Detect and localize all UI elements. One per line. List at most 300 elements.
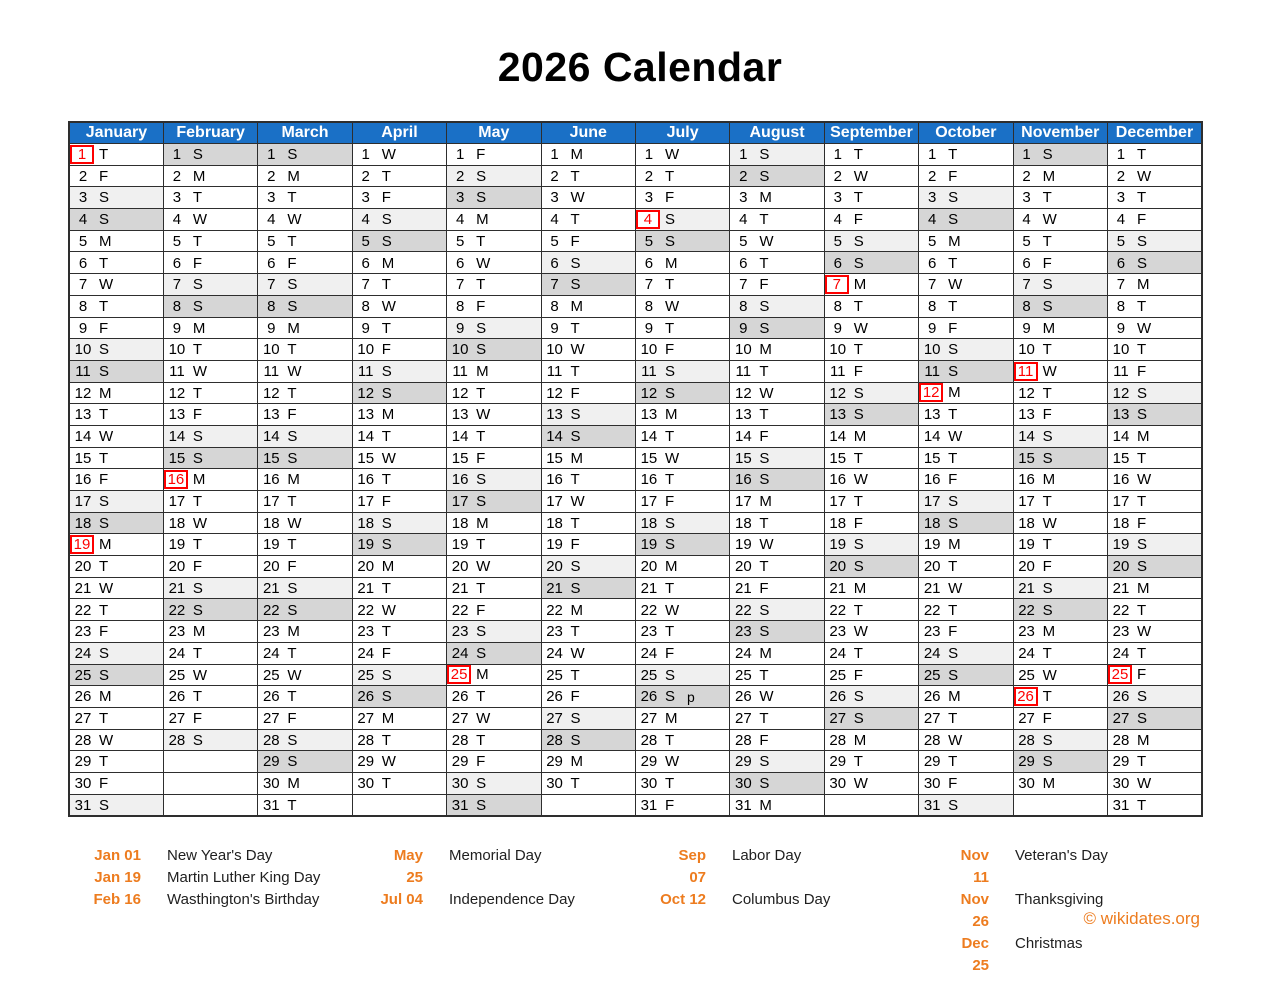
weekday-letter: W xyxy=(1042,362,1057,380)
day-cell-october-6 xyxy=(919,252,1013,274)
day-number: 22 xyxy=(640,601,658,619)
day-number: 6 xyxy=(833,254,842,272)
weekday-letter: T xyxy=(759,666,769,684)
day-number: 10 xyxy=(1112,341,1130,359)
day-cell-january-28 xyxy=(69,729,163,751)
day-number: 23 xyxy=(357,623,375,641)
weekday-letter: T xyxy=(1042,536,1052,554)
weekday-letter: T xyxy=(381,731,391,749)
weekday-letter: W xyxy=(99,428,114,446)
day-cell-june-14 xyxy=(541,425,635,447)
day-number: 18 xyxy=(923,514,941,532)
day-cell-march-30 xyxy=(258,772,352,794)
day-cell-october-2 xyxy=(919,165,1013,187)
weekday-letter: W xyxy=(948,731,963,749)
day-number: 21 xyxy=(1112,579,1130,597)
day-cell-september-26 xyxy=(824,686,918,708)
day-number: 27 xyxy=(735,709,752,727)
day-cell-february-22 xyxy=(163,599,257,621)
day-cell-november-23 xyxy=(1013,621,1107,643)
weekday-letter: F xyxy=(99,319,109,337)
weekday-letter: T xyxy=(948,406,958,424)
weekday-letter: T xyxy=(570,471,580,489)
day-number: 18 xyxy=(1018,514,1035,532)
empty-cell-february-30 xyxy=(163,772,257,794)
day-number: 5 xyxy=(927,232,937,250)
legend-row xyxy=(658,845,830,889)
day-number: 6 xyxy=(455,254,465,272)
day-number: 17 xyxy=(1112,493,1130,511)
day-number: 21 xyxy=(735,579,752,597)
day-cell-march-26 xyxy=(258,686,352,708)
weekday-letter: F xyxy=(476,297,486,315)
day-number: 7 xyxy=(1116,276,1126,294)
weekday-letter: M xyxy=(948,384,961,402)
day-cell-november-21 xyxy=(1013,577,1107,599)
day-cell-october-26 xyxy=(919,686,1013,708)
day-cell-april-10 xyxy=(352,339,446,361)
weekday-letter: T xyxy=(381,276,391,294)
day-number: 17 xyxy=(546,493,563,511)
day-number: 21 xyxy=(546,579,563,597)
day-cell-february-16 xyxy=(163,469,257,491)
day-cell-september-1 xyxy=(824,144,918,166)
day-number: 15 xyxy=(262,449,280,467)
weekday-letter: T xyxy=(570,666,580,684)
weekday-letter: F xyxy=(1042,406,1052,424)
day-number: 30 xyxy=(1018,775,1035,793)
weekday-letter: W xyxy=(759,536,774,554)
day-cell-february-2 xyxy=(163,165,257,187)
weekday-letter: T xyxy=(192,384,203,402)
day-number: 11 xyxy=(452,362,468,380)
weekday-letter: T xyxy=(1136,644,1147,662)
legend-row xyxy=(93,845,320,867)
day-cell-august-27 xyxy=(730,707,824,729)
weekday-letter: F xyxy=(99,167,109,185)
weekday-letter: S xyxy=(287,146,298,164)
day-cell-february-12 xyxy=(163,382,257,404)
day-number: 22 xyxy=(451,601,469,619)
weekday-letter: S xyxy=(381,362,392,380)
day-cell-july-13 xyxy=(635,404,729,426)
weekday-letter: S xyxy=(948,189,959,207)
day-cell-may-12 xyxy=(447,382,541,404)
day-cell-march-20 xyxy=(258,556,352,578)
day-cell-january-12 xyxy=(69,382,163,404)
weekday-letter: F xyxy=(1136,666,1147,684)
holiday-date: Oct 12 xyxy=(660,891,706,908)
day-cell-july-17 xyxy=(635,491,729,513)
day-cell-april-19 xyxy=(352,534,446,556)
weekday-letter: M xyxy=(1042,471,1056,489)
weekday-letter: T xyxy=(287,536,297,554)
day-cell-january-22 xyxy=(69,599,163,621)
weekday-letter: W xyxy=(570,341,585,359)
holiday-legend-column-2 xyxy=(375,845,575,911)
weekday-letter: F xyxy=(570,688,580,706)
day-number: 26 xyxy=(262,688,280,706)
day-cell-may-3 xyxy=(447,187,541,209)
weekday-letter: W xyxy=(99,579,114,597)
day-number: 13 xyxy=(168,406,186,424)
weekday-letter: T xyxy=(476,579,486,597)
day-cell-august-8 xyxy=(730,295,824,317)
weekday-letter: T xyxy=(1136,297,1147,315)
weekday-letter: S xyxy=(570,709,581,727)
day-number: 22 xyxy=(923,601,941,619)
day-number: 1 xyxy=(927,146,937,164)
weekday-letter: T xyxy=(1042,644,1052,662)
day-cell-november-22 xyxy=(1013,599,1107,621)
day-number: 16 xyxy=(546,471,563,489)
day-cell-june-9 xyxy=(541,317,635,339)
weekday-letter: S xyxy=(948,341,959,359)
day-cell-march-25 xyxy=(258,664,352,686)
weekday-letter: M xyxy=(192,319,206,337)
day-cell-august-9 xyxy=(730,317,824,339)
month-header-may: May xyxy=(447,122,541,144)
day-number: 16 xyxy=(1112,471,1130,489)
day-number: 5 xyxy=(267,232,276,250)
day-number: 29 xyxy=(1018,753,1035,771)
weekday-letter: T xyxy=(570,167,580,185)
copyright-link[interactable] xyxy=(1084,909,1200,929)
day-number: 12 xyxy=(1018,384,1035,402)
day-cell-september-30 xyxy=(824,772,918,794)
weekday-letter: T xyxy=(287,796,297,814)
weekday-letter: S xyxy=(948,211,959,229)
day-number: 6 xyxy=(267,254,276,272)
day-cell-october-31 xyxy=(919,794,1013,816)
day-cell-july-29 xyxy=(635,751,729,773)
weekday-letter: M xyxy=(1136,428,1150,446)
weekday-letter: T xyxy=(192,493,203,511)
day-cell-august-24 xyxy=(730,642,824,664)
day-cell-april-26 xyxy=(352,686,446,708)
day-cell-december-8 xyxy=(1107,295,1202,317)
weekday-letter: S xyxy=(664,514,675,532)
weekday-letter: F xyxy=(381,189,391,207)
weekday-letter: S xyxy=(1042,601,1053,619)
weekday-letter: M xyxy=(476,666,489,684)
day-cell-december-22 xyxy=(1107,599,1202,621)
weekday-letter: T xyxy=(99,145,109,163)
day-number: 12 xyxy=(546,384,563,402)
day-number: 7 xyxy=(361,276,370,294)
weekday-letter: S xyxy=(381,666,392,684)
day-cell-march-18 xyxy=(258,512,352,534)
day-number: 4 xyxy=(739,211,748,229)
day-cell-february-17 xyxy=(163,491,257,513)
day-cell-march-6 xyxy=(258,252,352,274)
day-cell-may-27 xyxy=(447,707,541,729)
day-cell-september-7 xyxy=(824,274,918,296)
day-number: 30 xyxy=(923,775,941,793)
day-cell-november-8 xyxy=(1013,295,1107,317)
day-number: 9 xyxy=(833,319,842,337)
day-number: 8 xyxy=(833,297,842,315)
day-cell-november-2 xyxy=(1013,165,1107,187)
weekday-letter: T xyxy=(853,297,863,315)
holiday-name: Martin Luther King Day xyxy=(167,869,321,886)
day-cell-october-25 xyxy=(919,664,1013,686)
weekday-letter: S xyxy=(1042,276,1053,294)
weekday-letter: T xyxy=(381,579,391,597)
weekday-letter: S xyxy=(1136,384,1147,402)
weekday-letter: T xyxy=(287,232,297,250)
day-cell-january-19 xyxy=(69,534,163,556)
weekday-letter: M xyxy=(1042,167,1056,185)
weekday-letter: S xyxy=(287,276,298,294)
day-number: 19 xyxy=(1112,536,1130,554)
weekday-letter: F xyxy=(1136,514,1147,532)
day-number: 26 xyxy=(735,688,752,706)
weekday-letter: T xyxy=(570,211,580,229)
day-cell-september-28 xyxy=(824,729,918,751)
weekday-letter: T xyxy=(381,167,391,185)
day-number: 14 xyxy=(829,428,847,446)
weekday-letter: S xyxy=(192,146,203,164)
day-cell-february-6 xyxy=(163,252,257,274)
weekday-letter: S xyxy=(853,406,864,424)
day-cell-october-9 xyxy=(919,317,1013,339)
holiday-day-number: 16 xyxy=(164,470,188,489)
weekday-letter: T xyxy=(1042,384,1052,402)
day-cell-august-12 xyxy=(730,382,824,404)
weekday-letter: S xyxy=(287,731,298,749)
day-number: 4 xyxy=(927,211,937,229)
day-number: 6 xyxy=(644,254,654,272)
weekday-letter: T xyxy=(1042,493,1052,511)
day-cell-august-3 xyxy=(730,187,824,209)
day-cell-january-20 xyxy=(69,556,163,578)
day-cell-october-18 xyxy=(919,512,1013,534)
day-number: 24 xyxy=(1112,644,1130,662)
weekday-letter: M xyxy=(853,275,867,293)
day-number: 10 xyxy=(1018,341,1035,359)
day-number: 20 xyxy=(168,558,186,576)
day-cell-july-30 xyxy=(635,772,729,794)
weekday-letter: F xyxy=(853,514,863,532)
day-cell-july-25 xyxy=(635,664,729,686)
day-number: 28 xyxy=(1018,731,1035,749)
day-number: 23 xyxy=(168,623,186,641)
day-cell-october-22 xyxy=(919,599,1013,621)
weekday-letter: W xyxy=(664,601,680,619)
day-number: 3 xyxy=(644,189,654,207)
weekday-letter: S xyxy=(381,384,392,402)
month-header-june: June xyxy=(541,122,635,144)
day-number: 5 xyxy=(833,232,842,250)
day-number: 11 xyxy=(357,362,374,380)
day-cell-january-11 xyxy=(69,360,163,382)
day-cell-february-5 xyxy=(163,230,257,252)
day-cell-december-30 xyxy=(1107,772,1202,794)
weekday-letter: T xyxy=(99,254,109,272)
weekday-letter: M xyxy=(287,471,300,489)
day-number: 29 xyxy=(640,753,658,771)
month-header-february: February xyxy=(163,122,257,144)
day-cell-june-17 xyxy=(541,491,635,513)
day-row-1 xyxy=(69,144,1202,166)
day-cell-march-11 xyxy=(258,360,352,382)
day-cell-august-20 xyxy=(730,556,824,578)
weekday-letter: F xyxy=(1042,558,1052,576)
day-number: 13 xyxy=(640,406,658,424)
day-cell-june-30 xyxy=(541,772,635,794)
day-cell-january-1 xyxy=(69,144,163,166)
weekday-letter: S xyxy=(99,341,110,359)
day-number: 1 xyxy=(455,146,465,164)
weekday-letter: T xyxy=(1136,493,1147,511)
weekday-letter: W xyxy=(853,167,868,185)
day-cell-march-24 xyxy=(258,642,352,664)
day-number: 7 xyxy=(455,276,465,294)
day-number: 30 xyxy=(829,775,847,793)
day-number: 18 xyxy=(735,514,752,532)
weekday-letter: M xyxy=(381,254,395,272)
empty-cell-february-31 xyxy=(163,794,257,816)
day-number: 13 xyxy=(829,406,847,424)
day-cell-october-1 xyxy=(919,144,1013,166)
day-number: 22 xyxy=(829,601,847,619)
weekday-letter: T xyxy=(99,449,109,467)
day-number: 13 xyxy=(923,406,941,424)
day-cell-september-29 xyxy=(824,751,918,773)
day-number: 12 xyxy=(1112,384,1130,402)
day-cell-november-14 xyxy=(1013,425,1107,447)
weekday-letter: S xyxy=(381,536,392,554)
day-number: 17 xyxy=(829,493,847,511)
day-number: 29 xyxy=(1112,753,1130,771)
day-row-24 xyxy=(69,642,1202,664)
day-number: 14 xyxy=(262,428,280,446)
day-cell-october-23 xyxy=(919,621,1013,643)
day-cell-august-28 xyxy=(730,729,824,751)
day-cell-may-17 xyxy=(447,491,541,513)
day-number: 9 xyxy=(927,319,937,337)
day-number: 6 xyxy=(927,254,937,272)
day-number: 26 xyxy=(74,688,92,706)
day-row-19 xyxy=(69,534,1202,556)
day-number: 7 xyxy=(927,276,937,294)
weekday-letter: T xyxy=(192,688,203,706)
weekday-letter: W xyxy=(759,384,774,402)
weekday-letter: T xyxy=(948,601,958,619)
weekday-letter: T xyxy=(287,384,297,402)
weekday-letter: S xyxy=(476,319,487,337)
weekday-letter: S xyxy=(1136,406,1147,424)
copyright-icon: © xyxy=(1083,909,1097,928)
weekday-letter: T xyxy=(1136,341,1147,359)
weekday-letter: M xyxy=(1042,775,1056,793)
day-row-23 xyxy=(69,621,1202,643)
day-row-6 xyxy=(69,252,1202,274)
day-cell-march-8 xyxy=(258,295,352,317)
day-cell-november-15 xyxy=(1013,447,1107,469)
day-row-3 xyxy=(69,187,1202,209)
weekday-letter: W xyxy=(287,666,302,684)
weekday-letter: W xyxy=(476,406,491,424)
day-cell-july-23 xyxy=(635,621,729,643)
day-cell-september-15 xyxy=(824,447,918,469)
day-number: 10 xyxy=(451,341,469,359)
day-cell-january-24 xyxy=(69,642,163,664)
copyright-text: wikidates.org xyxy=(1100,909,1200,928)
day-number: 30 xyxy=(451,775,469,793)
day-cell-december-29 xyxy=(1107,751,1202,773)
day-cell-may-8 xyxy=(447,295,541,317)
day-number: 28 xyxy=(168,731,186,749)
day-cell-june-23 xyxy=(541,621,635,643)
weekday-letter: M xyxy=(1136,579,1150,597)
month-header-march: March xyxy=(258,122,352,144)
day-number: 6 xyxy=(1116,254,1126,272)
day-number: 28 xyxy=(262,731,280,749)
weekday-letter: S xyxy=(476,471,487,489)
day-number: 17 xyxy=(451,493,469,511)
day-cell-april-5 xyxy=(352,230,446,252)
day-cell-january-10 xyxy=(69,339,163,361)
weekday-letter: T xyxy=(99,753,109,771)
day-row-15 xyxy=(69,447,1202,469)
day-cell-august-31 xyxy=(730,794,824,816)
day-cell-september-17 xyxy=(824,491,918,513)
holiday-name: Memorial Day xyxy=(449,847,542,864)
month-header-november: November xyxy=(1013,122,1107,144)
day-cell-march-13 xyxy=(258,404,352,426)
day-row-25 xyxy=(69,664,1202,686)
day-number: 16 xyxy=(735,471,752,489)
day-cell-april-1 xyxy=(352,144,446,166)
day-number: 2 xyxy=(267,167,276,185)
day-number: 18 xyxy=(1112,514,1130,532)
weekday-letter: F xyxy=(287,709,297,727)
weekday-letter: T xyxy=(476,428,486,446)
weekday-letter: S xyxy=(476,189,487,207)
day-cell-february-1 xyxy=(163,144,257,166)
weekday-letter: S xyxy=(99,514,110,532)
day-number: 27 xyxy=(640,709,658,727)
holiday-name: Columbus Day xyxy=(732,891,831,908)
day-number: 2 xyxy=(361,167,370,185)
day-cell-october-10 xyxy=(919,339,1013,361)
weekday-letter: M xyxy=(192,623,206,641)
weekday-letter: T xyxy=(759,558,769,576)
day-cell-april-21 xyxy=(352,577,446,599)
day-cell-december-4 xyxy=(1107,209,1202,231)
weekday-letter: S xyxy=(1042,753,1053,771)
day-number: 18 xyxy=(546,514,563,532)
day-cell-march-28 xyxy=(258,729,352,751)
day-number: 3 xyxy=(1116,189,1126,207)
weekday-letter: S xyxy=(99,493,110,511)
day-cell-february-20 xyxy=(163,556,257,578)
weekday-letter: F xyxy=(853,666,863,684)
day-number: 25 xyxy=(262,666,280,684)
day-number: 14 xyxy=(1018,428,1035,446)
weekday-letter: M xyxy=(948,688,961,706)
day-number: 15 xyxy=(357,449,375,467)
day-cell-august-22 xyxy=(730,599,824,621)
weekday-letter: W xyxy=(948,428,963,446)
day-number: 20 xyxy=(262,558,280,576)
day-cell-march-15 xyxy=(258,447,352,469)
day-cell-december-14 xyxy=(1107,425,1202,447)
day-number: 9 xyxy=(1116,319,1126,337)
day-cell-january-30 xyxy=(69,772,163,794)
